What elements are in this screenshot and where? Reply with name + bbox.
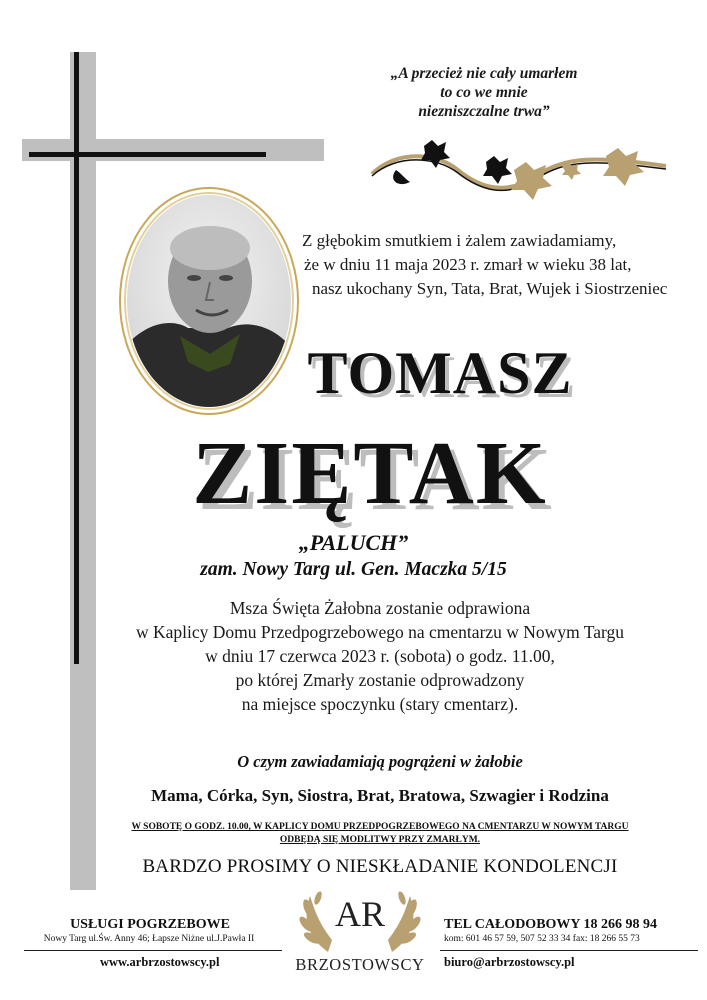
- announcement-line: Z głębokim smutkiem i żalem zawiadamiamy,: [302, 231, 617, 250]
- mass-line: w Kaplicy Domu Przedpogrzebowego na cmentarzu w Nowym Targu: [136, 622, 624, 642]
- family-list: Mama, Córka, Syn, Siostra, Brat, Bratowa, Szwagier i Rodzina: [151, 786, 609, 805]
- services-title: USŁUGI POGRZEBOWE: [70, 917, 230, 932]
- quote-line: to co we mnie: [440, 84, 528, 101]
- mass-line: w dniu 17 czerwca 2023 r. (sobota) o godz. 11.00,: [205, 646, 555, 666]
- services-address: Nowy Targ ul.Św. Anny 46; Łapsze Niżne ul.J.Pawła II: [43, 934, 255, 944]
- deceased-portrait: [118, 186, 300, 416]
- residence-address: zam. Nowy Targ ul. Gen. Maczka 5/15: [200, 559, 507, 580]
- footer-divider: [440, 950, 698, 951]
- quote-line: niezniszczalne trwa”: [418, 103, 550, 120]
- prayer-note: [40, 821, 707, 847]
- logo-initials: AR: [334, 894, 385, 934]
- cross-shadow-horizontal: [22, 139, 324, 161]
- announcement-line: że w dniu 11 maja 2023 r. zmarł w wieku 38 lat,: [304, 255, 632, 274]
- nickname: „PALUCH”: [298, 530, 409, 555]
- logo-company-name: BRZOSTOWSCY: [295, 955, 425, 974]
- mobile-fax-numbers: kom: 601 46 57 59, 507 52 33 34 fax: 18 266 55 73: [444, 934, 640, 944]
- website-link[interactable]: www.arbrzostowscy.pl: [100, 955, 220, 969]
- email-link[interactable]: biuro@arbrzostowscy.pl: [444, 955, 575, 969]
- mourners-heading: O czym zawiadamiają pogrążeni w żałobie: [237, 752, 523, 771]
- grapevine-ornament-icon: [366, 136, 670, 208]
- phone-number: TEL CAŁODOBOWY 18 266 98 94: [444, 917, 658, 932]
- last-name: ZIĘTAK: [192, 424, 548, 523]
- death-announcement: [290, 229, 698, 301]
- mass-line: Msza Święta Żałobna zostanie odprawiona: [229, 598, 531, 618]
- mass-line: po której Zmarły zostanie odprowadzony: [235, 670, 525, 690]
- note-line: W SOBOTĘ O GODZ. 10.00, W KAPLICY DOMU PRZEDPOGRZEBOWEGO NA CMENTARZU W NOWYM TARGU: [131, 822, 629, 832]
- first-name: TOMASZ: [307, 340, 573, 406]
- mass-line: na miejsce spoczynku (stary cmentarz).: [241, 694, 519, 714]
- quote-line: „A przecież nie cały umarłem: [390, 65, 578, 82]
- announcement-line: nasz ukochany Syn, Tata, Brat, Wujek i Siostrzeniec: [312, 279, 668, 298]
- cross-bar: [29, 152, 266, 157]
- no-condolences-request: BARDZO PROSIMY O NIESKŁADANIE KONDOLENCJI: [142, 856, 618, 877]
- footer-divider: [24, 950, 282, 951]
- memorial-quote: [350, 64, 618, 121]
- note-line: ODBĘDĄ SIĘ MODLITWY PRZY ZMARŁYM.: [279, 835, 481, 845]
- funeral-mass-info: [40, 596, 707, 716]
